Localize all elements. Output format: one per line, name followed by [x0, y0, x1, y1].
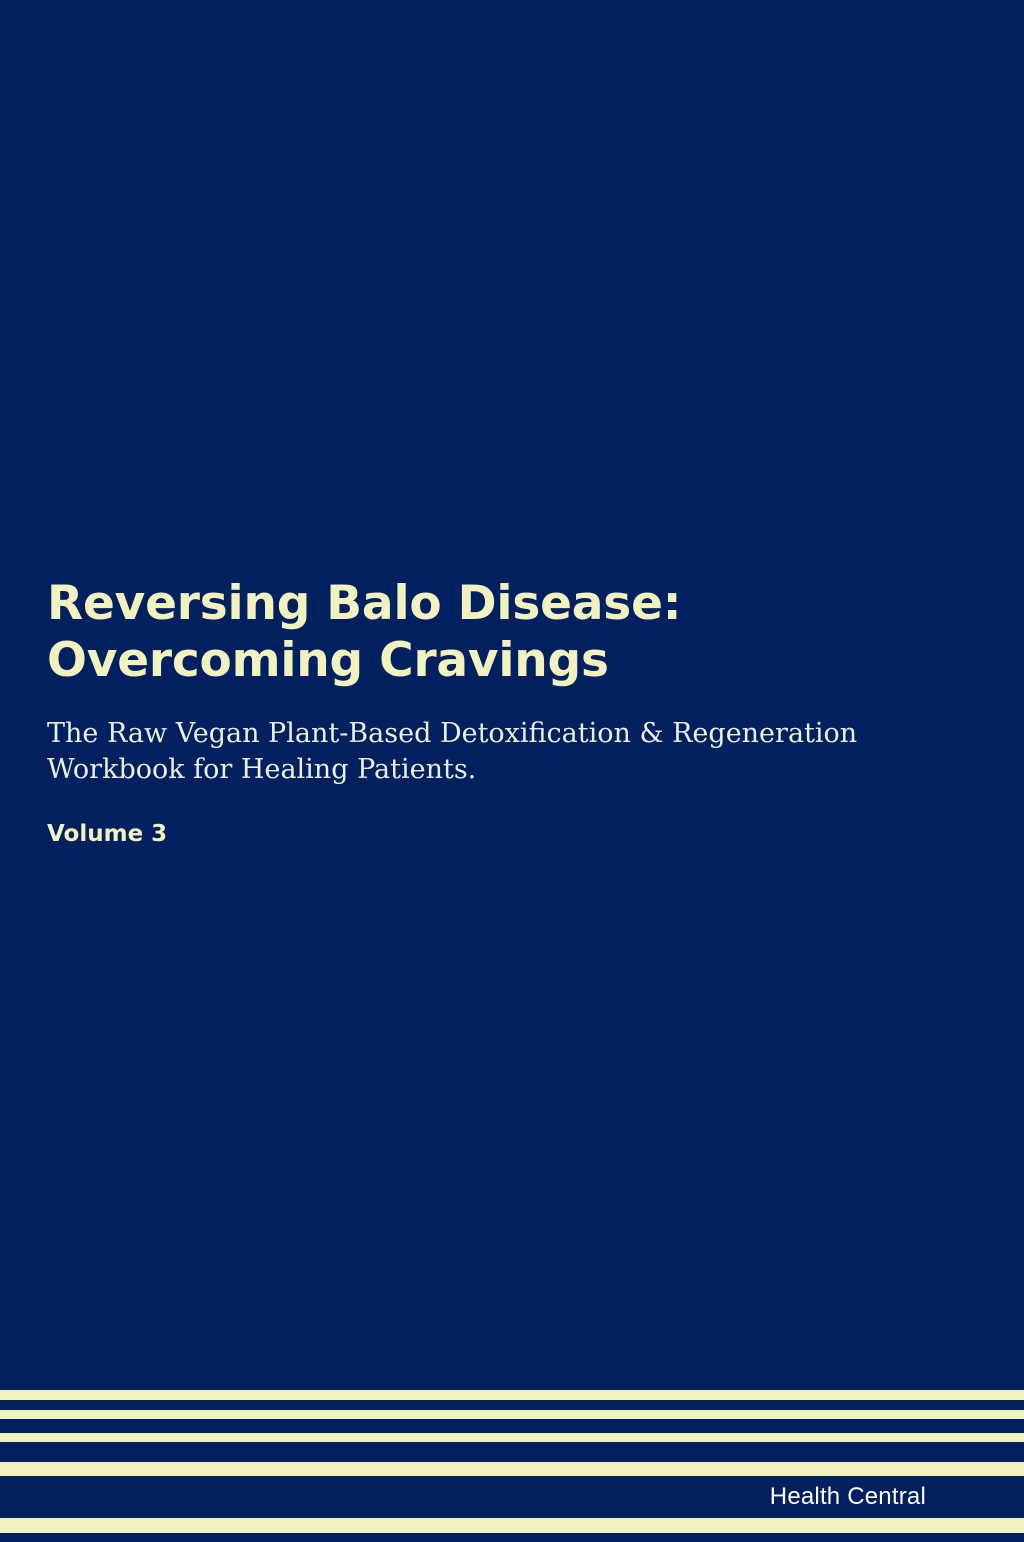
page-title: Reversing Balo Disease: Overcoming Cravings [47, 576, 682, 689]
stripe-10 [0, 1533, 1024, 1542]
stripe-3 [0, 1410, 1024, 1419]
footer-stripes [0, 1390, 1024, 1542]
volume-label: Volume 3 [47, 821, 168, 848]
cover-subtitle: The Raw Vegan Plant-Based Detoxification & Regeneration Workbook for Healing Patients. [47, 717, 858, 785]
stripe-1 [0, 1390, 1024, 1400]
stripe-7 [0, 1462, 1024, 1476]
stripe-9 [0, 1518, 1024, 1533]
stripe-5 [0, 1433, 1024, 1442]
stripe-2 [0, 1400, 1024, 1410]
stripe-6 [0, 1442, 1024, 1462]
publisher-name: Health Central [769, 1483, 926, 1510]
cover-text-block [47, 575, 947, 847]
stripe-4 [0, 1419, 1024, 1433]
